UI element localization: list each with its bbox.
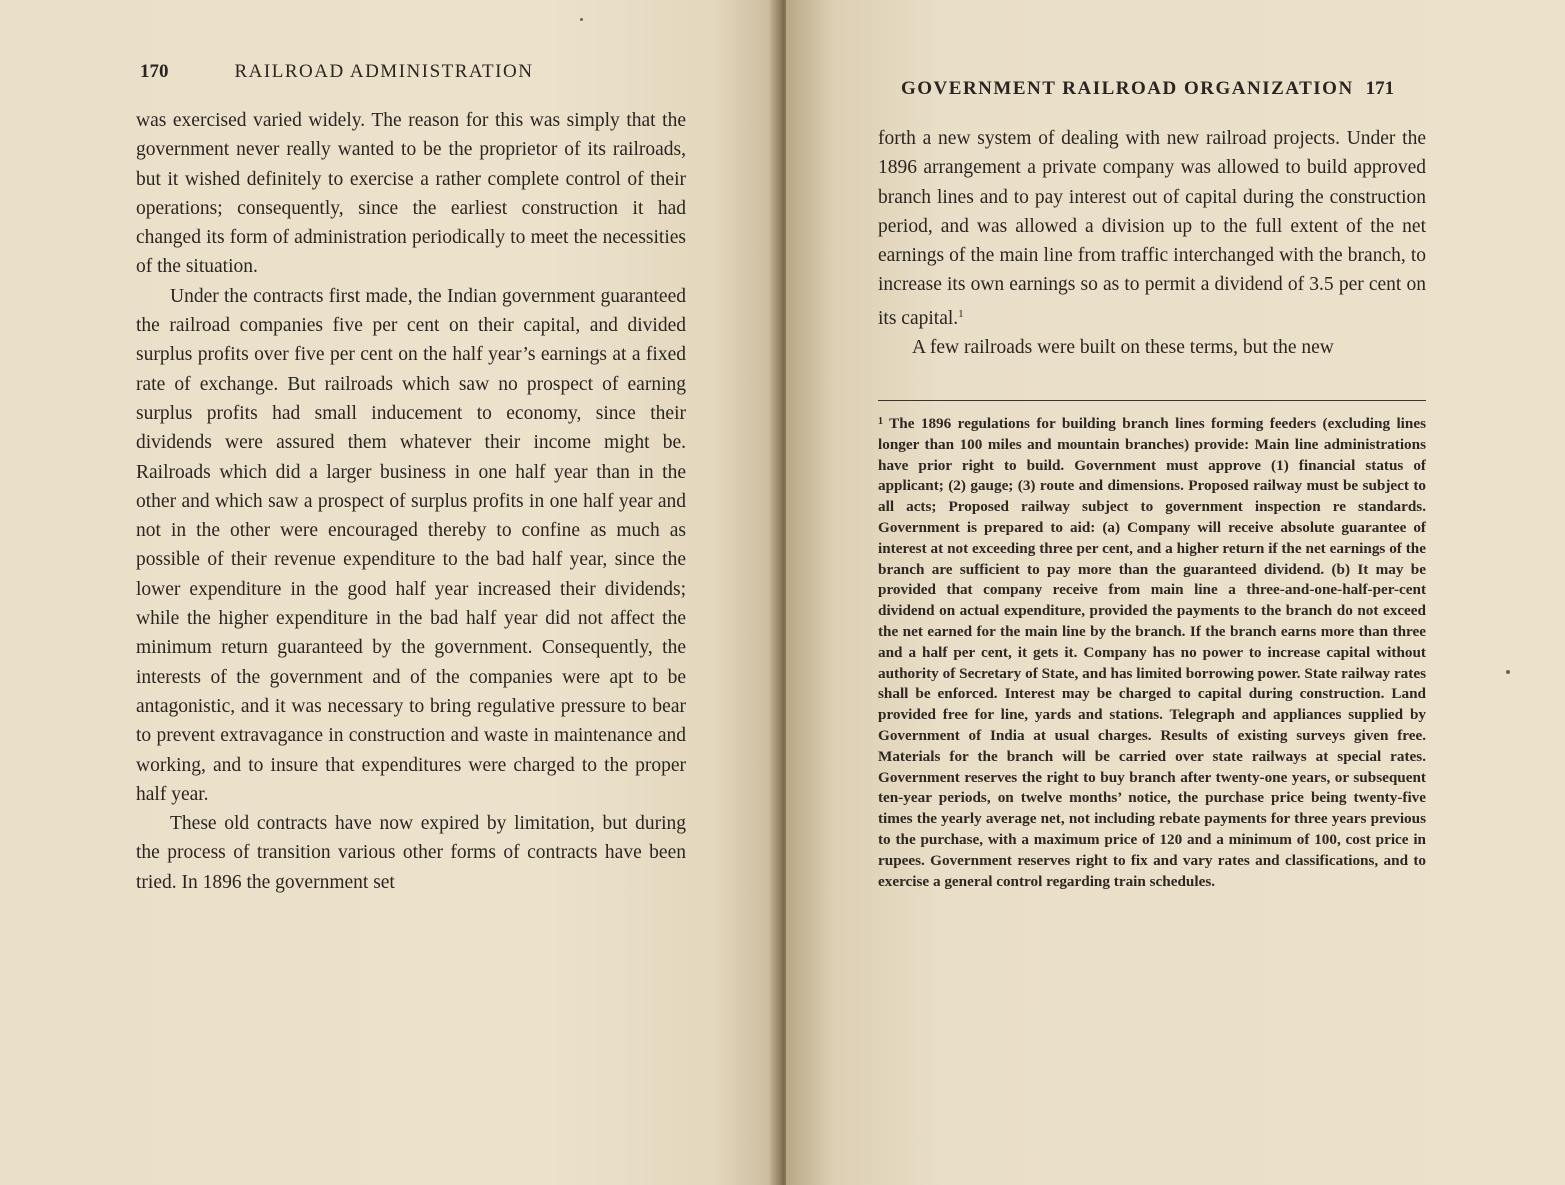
footnote-reference: 1 xyxy=(958,307,964,320)
left-running-head xyxy=(140,61,533,83)
footnote-text: The 1896 regulations for building branch lines forming feeders (excluding lines longer than 100 miles and mountain branches) provide: Main line administrations have prior right to build. Government must approve (1) financial status of applicant; (2) gauge; (3) route and dimensions. Proposed railway must be subject to all acts; Proposed railway subject to government inspection re standards. Government is prepared to aid: (a) Company will receive absolute guarantee of interest at not exceeding three per cent, and a higher return if the net earnings of the branch are sufficient to pay more than the guaranteed dividend. (b) It may be provided that company receive from main line a three-and-one-half-per-cent dividend on actual expenditure, provided the payments to the branch do not exceed the net earned for the main line by the branch. If the branch earns more than three and a half per cent, it gets it. Company has no power to increase capital without authority of Secretary of State, and has limited borrowing power. State railway rates shall be enforced. Interest may be charged to capital during construction. Land provided free for line, yards and stations. Telegraph and appliances supplied by Government of India at usual charges. Results of existing surveys given free. Materials for the branch will be carried over state railways at special rates. Government reserves the right to buy branch after twenty-one years, or subsequent ten-year periods, on twelve months’ notice, the purchase price being twenty-five times the yearly average net, not including rebate payments for three years previous to the purchase, with a maximum price of 120 and a minimum of 100, cost price in rupees. Government reserves right to fix and vary rates and classifications, and to exercise a general control regarding train schedules. xyxy=(878,415,1426,890)
left-paragraph-1: was exercised varied widely. The reason for this was simply that the government never really wanted to be the proprietor of its railroads, but it wished definitely to exercise a rather complete control of their operations; consequently, since the earliest construction it had changed its form of administration periodically to meet the necessities of the situation. xyxy=(136,110,686,278)
left-running-head-title: RAILROAD ADMINISTRATION xyxy=(234,61,534,82)
footnote xyxy=(878,412,1426,892)
footnote-paragraph xyxy=(878,412,1426,892)
paper-speck xyxy=(1506,670,1510,674)
left-page xyxy=(0,0,778,1185)
right-page xyxy=(786,0,1565,1185)
right-paragraph-2: A few railroads were built on these terms, but the new xyxy=(912,337,1334,359)
right-running-head xyxy=(901,78,1394,100)
left-page-number: 170 xyxy=(140,61,169,82)
right-paragraph-1-text: forth a new system of dealing with new railroad projects. Under the 1896 arrangement a private company was allowed to build approved branch lines and to pay interest out of capital during the construction period, and was allowed a division up to the full extent of the net earnings of the main line from traffic interchanged with the branch, to increase its own earnings so as to permit a dividend of 3.5 per cent on its capital. xyxy=(878,128,1426,329)
left-paragraph-3: These old contracts have now expired by limitation, but during the process of transition various other forms of contracts have been tried. In 1896 the government set xyxy=(136,813,686,893)
right-running-head-title: GOVERNMENT RAILROAD ORGANIZATION xyxy=(901,78,1354,99)
right-body-text xyxy=(878,124,1426,362)
footnote-rule xyxy=(878,400,1426,401)
left-body-text xyxy=(136,106,686,897)
right-page-number: 171 xyxy=(1365,78,1395,99)
footnote-marker: 1 xyxy=(878,416,883,427)
paper-speck xyxy=(580,18,583,21)
right-paragraph-1 xyxy=(878,124,1426,333)
left-paragraph-2: Under the contracts first made, the Indian government guaranteed the railroad companies five per cent on their capital, and divided surplus profits over five per cent on the half year’s earnings at a fixed rate of exchange. But railroads which saw no prospect of earning surplus profits had small inducement to economy, since their dividends were assured them whatever their income might be. Railroads which did a larger business in one half year than in the other and which saw a prospect of surplus profits in one half year and not in the other were encouraged thereby to confine as much as possible of their revenue expenditure to the bad half year, since the lower expenditure in the good half year increased their dividends; while the higher expenditure in the bad half year did not affect the minimum return guaranteed by the government. Consequently, the interests of the government and of the companies were apt to be antagonistic, and it was necessary to bring regulative pressure to bear to prevent extravagance in construction and waste in maintenance and working, and to insure that expenditures were charged to the proper half year. xyxy=(136,285,686,805)
